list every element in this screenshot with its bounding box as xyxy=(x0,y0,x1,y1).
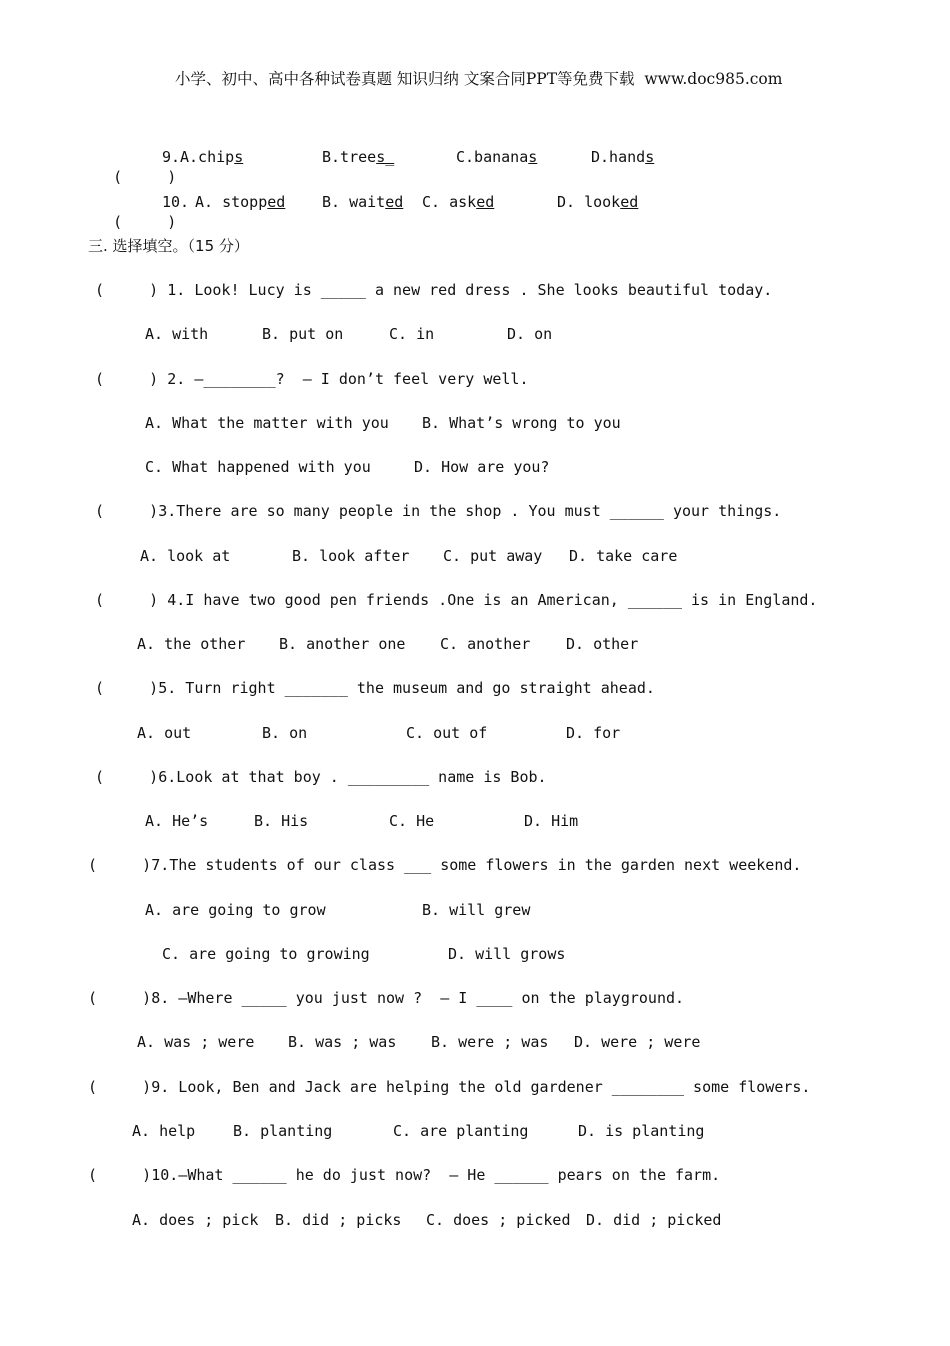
q8-option-d: D. were ; were xyxy=(574,1033,701,1051)
phonetics-q10-option-b: B. waited xyxy=(322,193,404,211)
q9-option-a: A. help xyxy=(132,1122,196,1140)
q7-option-c: C. are going to growing xyxy=(162,945,370,963)
phonetics-q10-number: 10. xyxy=(162,193,190,211)
q3-option-a: A. look at xyxy=(140,547,231,565)
q8-option-c: B. were ; was xyxy=(431,1033,549,1051)
question-6-stem: ( )6.Look at that boy . _________ name is Bob. xyxy=(95,768,547,786)
q5-option-b: B. on xyxy=(262,724,308,742)
phonetics-q9-option-d: D.hands xyxy=(591,148,655,166)
question-7-stem: ( )7.The students of our class ___ some flowers in the garden next weekend. xyxy=(88,856,802,874)
answer-paren: ( ) xyxy=(113,213,177,231)
question-2-stem: ( ) 2. —________? — I don’t feel very well. xyxy=(95,370,529,388)
q6-option-a: A. He’s xyxy=(145,812,209,830)
q1-option-b: B. put on xyxy=(262,325,344,343)
q6-option-c: C. He xyxy=(389,812,435,830)
q2-option-b: B. What’s wrong to you xyxy=(422,414,621,432)
q10-option-b: B. did ; picks xyxy=(275,1211,402,1229)
q3-option-b: B. look after xyxy=(292,547,410,565)
q10-option-c: C. does ; picked xyxy=(426,1211,571,1229)
q2-option-d: D. How are you? xyxy=(414,458,550,476)
phonetics-q9-option-c: C.bananas xyxy=(456,148,538,166)
question-9-stem: ( )9. Look, Ben and Jack are helping the old gardener ________ some flowers. xyxy=(88,1078,811,1096)
q1-option-d: D. on xyxy=(507,325,553,343)
q5-option-c: C. out of xyxy=(406,724,488,742)
question-5-stem: ( )5. Turn right _______ the museum and go straight ahead. xyxy=(95,679,655,697)
q8-option-b: B. was ; was xyxy=(288,1033,397,1051)
question-3-stem: ( )3.There are so many people in the shop . You must ______ your things. xyxy=(95,502,782,520)
q6-option-b: B. His xyxy=(254,812,309,830)
q10-option-a: A. does ; pick xyxy=(132,1211,259,1229)
phonetics-q10-option-a: A. stopped xyxy=(195,193,286,211)
q9-option-d: D. is planting xyxy=(578,1122,705,1140)
q5-option-a: A. out xyxy=(137,724,192,742)
q9-option-c: C. are planting xyxy=(393,1122,529,1140)
q3-option-d: D. take care xyxy=(569,547,678,565)
q2-option-a: A. What the matter with you xyxy=(145,414,389,432)
question-8-stem: ( )8. —Where _____ you just now ? — I ____ on the playground. xyxy=(88,989,685,1007)
page-header: 小学、初中、高中各种试卷真题 知识归纳 文案合同PPT等免费下载 www.doc985.com xyxy=(175,70,783,88)
phonetics-q9-number: 9. xyxy=(162,148,181,166)
q10-option-d: D. did ; picked xyxy=(586,1211,722,1229)
q8-option-a: A. was ; were xyxy=(137,1033,255,1051)
q4-option-d: D. other xyxy=(566,635,639,653)
question-4-stem: ( ) 4.I have two good pen friends .One is an American, ______ is in England. xyxy=(95,591,818,609)
question-10-stem: ( )10.—What ______ he do just now? — He ______ pears on the farm. xyxy=(88,1166,721,1184)
q4-option-c: C. another xyxy=(440,635,531,653)
q5-option-d: D. for xyxy=(566,724,621,742)
answer-paren: ( ) xyxy=(113,168,177,186)
phonetics-q10-option-c: C. asked xyxy=(422,193,495,211)
section-title: 三. 选择填空。（15 分） xyxy=(88,237,249,255)
q9-option-b: B. planting xyxy=(233,1122,333,1140)
question-1-stem: ( ) 1. Look! Lucy is _____ a new red dress . She looks beautiful today. xyxy=(95,281,773,299)
phonetics-q10-option-d: D. looked xyxy=(557,193,639,211)
q4-option-b: B. another one xyxy=(279,635,406,653)
phonetics-q9-option-a: A.chips xyxy=(180,148,244,166)
q7-option-d: D. will grows xyxy=(448,945,566,963)
q7-option-a: A. are going to grow xyxy=(145,901,326,919)
q4-option-a: A. the other xyxy=(137,635,246,653)
q2-option-c: C. What happened with you xyxy=(145,458,371,476)
q1-option-c: C. in xyxy=(389,325,435,343)
q1-option-a: A. with xyxy=(145,325,209,343)
q6-option-d: D. Him xyxy=(524,812,579,830)
phonetics-q9-option-b: B.trees_ xyxy=(322,148,395,166)
q3-option-c: C. put away xyxy=(443,547,543,565)
q7-option-b: B. will grew xyxy=(422,901,531,919)
